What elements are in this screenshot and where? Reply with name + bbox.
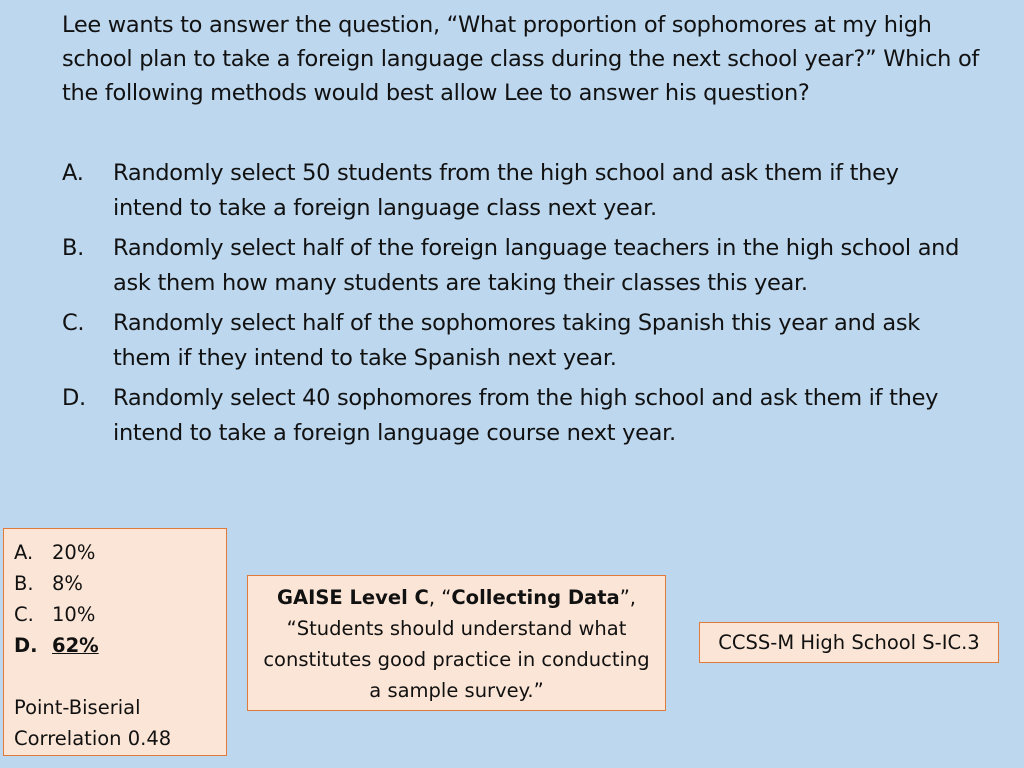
option-letter: B. [62, 235, 84, 261]
gaise-heading [258, 582, 655, 613]
option-text: Randomly select half of the sophomores taking Spanish this year and ask them if they intend to take Spanish next year. [113, 310, 920, 371]
correlation-label: Point-Biserial [14, 696, 141, 719]
stats-row-a [14, 537, 216, 568]
stats-letter: D. [14, 634, 38, 657]
option-text: Randomly select 40 sophomores from the high school and ask them if they intend to take a foreign language course next year. [113, 385, 939, 446]
gaise-separator: , “ [428, 586, 452, 609]
response-stats-box [3, 528, 227, 756]
stats-letter: C. [14, 603, 34, 626]
stats-letter: B. [14, 572, 34, 595]
gaise-level: GAISE Level C [276, 586, 429, 609]
option-letter: A. [62, 160, 84, 186]
spacer [14, 661, 216, 692]
option-text: Randomly select half of the foreign language teachers in the high school and ask them how many students are taking their classes this year. [113, 235, 960, 296]
stats-row-c [14, 599, 216, 630]
stats-percent: 20% [52, 541, 96, 564]
gaise-box [247, 575, 666, 711]
option-letter: C. [62, 310, 85, 336]
ccss-standard: CCSS-M High School S-IC.3 [718, 631, 980, 654]
gaise-topic: Collecting Data [451, 586, 620, 609]
stats-percent: 10% [52, 603, 96, 626]
option-b [62, 231, 962, 300]
question-text: Lee wants to answer the question, “What proportion of sophomores at my high school plan to take a foreign language class during the next school year?” Which of the following methods would best allow Lee to answer his question? [62, 12, 980, 106]
option-letter: D. [62, 385, 86, 411]
option-text: Randomly select 50 students from the high school and ask them if they intend to take a foreign language class next year. [113, 160, 899, 221]
correlation-value: Correlation 0.48 [14, 727, 172, 750]
ccss-standard-box [699, 622, 999, 663]
stats-row-d-correct [14, 630, 216, 661]
answer-options-list [62, 156, 962, 456]
option-a [62, 156, 962, 225]
stats-percent: 8% [52, 572, 83, 595]
gaise-quote: “Students should understand what constitutes good practice in conducting a sample survey.” [263, 617, 650, 702]
stats-percent: 62% [52, 634, 99, 657]
option-d [62, 381, 962, 450]
stats-letter: A. [14, 541, 34, 564]
gaise-separator: ”, [619, 586, 637, 609]
option-c [62, 306, 962, 375]
stats-row-b [14, 568, 216, 599]
